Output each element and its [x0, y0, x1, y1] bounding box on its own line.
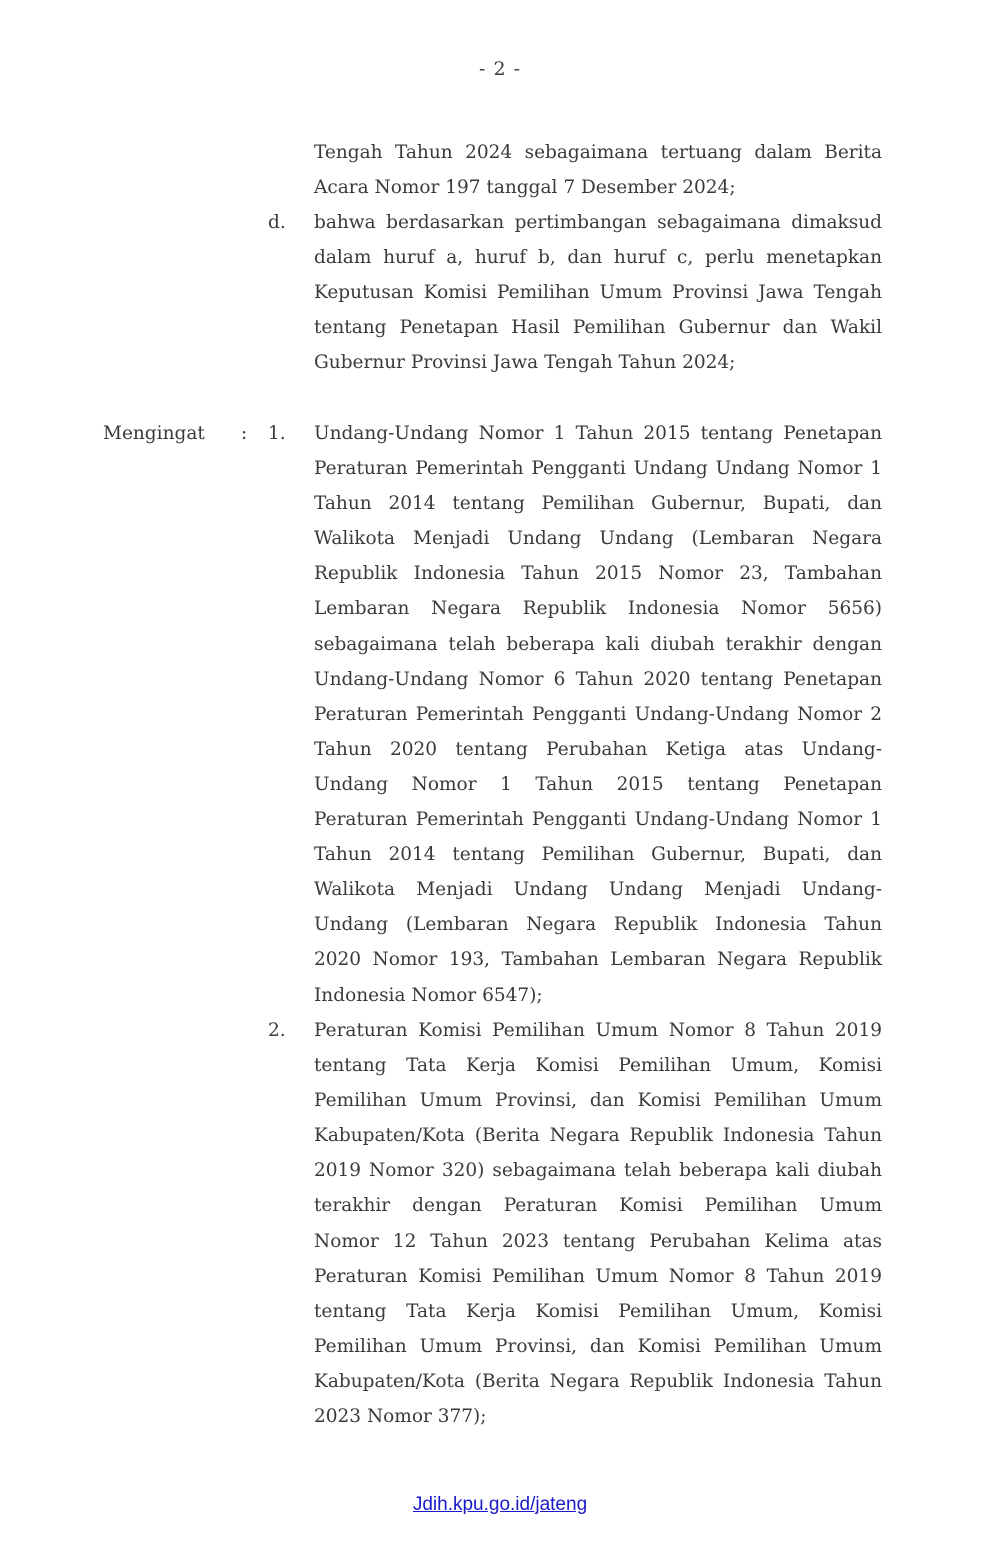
- text-line: tentang Tata Kerja Komisi Pemilihan Umum, Komisi: [314, 1300, 882, 1322]
- text-line: Walikota Menjadi Undang Undang Menjadi Undang-: [314, 879, 882, 901]
- text-line: tentang Tata Kerja Komisi Pemilihan Umum, Komisi: [314, 1055, 882, 1077]
- text-line: Peraturan Komisi Pemilihan Umum Nomor 8 Tahun 2019: [314, 1020, 882, 1041]
- list-marker-2: 2.: [268, 1020, 286, 1041]
- text-line: Acara Nomor 197 tanggal 7 Desember 2024;: [314, 177, 736, 199]
- text-line: Peraturan Komisi Pemilihan Umum Nomor 8 Tahun 2019: [314, 1265, 882, 1287]
- text-line: Republik Indonesia Tahun 2015 Nomor 23, Tambahan: [314, 563, 882, 585]
- text-line: 2023 Nomor 377);: [314, 1406, 487, 1428]
- text-line: Gubernur Provinsi Jawa Tengah Tahun 2024;: [314, 352, 736, 374]
- text-line: Pemilihan Umum Provinsi, dan Komisi Pemilihan Umum: [314, 1090, 882, 1112]
- menimbang-c-continuation: [314, 135, 882, 205]
- text-line: Undang-Undang Nomor 6 Tahun 2020 tentang Penetapan: [314, 668, 882, 690]
- section-colon: :: [241, 423, 248, 444]
- text-line: dalam huruf a, huruf b, dan huruf c, perlu menetapkan: [314, 247, 882, 269]
- page-number: - 2 -: [478, 58, 521, 80]
- text-line: Lembaran Negara Republik Indonesia Nomor 5656): [314, 598, 882, 620]
- text-line: 2019 Nomor 320) sebagaimana telah beberapa kali diubah: [314, 1160, 882, 1182]
- text-line: Indonesia Nomor 6547);: [314, 984, 543, 1006]
- text-line: tentang Penetapan Hasil Pemilihan Gubernur dan Wakil: [314, 317, 882, 339]
- text-line: Nomor 12 Tahun 2023 tentang Perubahan Kelima atas: [314, 1230, 882, 1252]
- menimbang-d-text: [314, 205, 882, 380]
- text-line: Tahun 2014 tentang Pemilihan Gubernur, Bupati, dan: [314, 493, 882, 515]
- text-line: sebagaimana telah beberapa kali diubah terakhir dengan: [314, 633, 882, 655]
- text-line: Undang Nomor 1 Tahun 2015 tentang Penetapan: [314, 773, 882, 795]
- text-line: Kabupaten/Kota (Berita Negara Republik Indonesia Tahun: [314, 1125, 882, 1147]
- text-line: terakhir dengan Peraturan Komisi Pemilihan Umum: [314, 1195, 882, 1217]
- footer-jdih-link[interactable]: Jdih.kpu.go.id/jateng: [412, 1494, 588, 1515]
- mengingat-item-2: [314, 1013, 882, 1434]
- text-line: Pemilihan Umum Provinsi, dan Komisi Pemilihan Umum: [314, 1335, 882, 1357]
- text-line: Peraturan Pemerintah Pengganti Undang-Undang Nomor 2: [314, 703, 882, 725]
- text-line: Keputusan Komisi Pemilihan Umum Provinsi Jawa Tengah: [314, 282, 882, 304]
- list-marker-1: 1.: [268, 423, 286, 444]
- mengingat-item-1: [314, 416, 882, 1013]
- text-line: Tahun 2020 tentang Perubahan Ketiga atas Undang-: [314, 738, 882, 760]
- text-line: Walikota Menjadi Undang Undang (Lembaran Negara: [314, 528, 882, 550]
- text-line: Kabupaten/Kota (Berita Negara Republik Indonesia Tahun: [314, 1370, 882, 1392]
- section-label-mengingat: Mengingat: [103, 423, 205, 444]
- text-line: Tengah Tahun 2024 sebagaimana tertuang dalam Berita: [314, 142, 882, 163]
- text-line: Undang-Undang Nomor 1 Tahun 2015 tentang Penetapan: [314, 423, 882, 444]
- text-line: Tahun 2014 tentang Pemilihan Gubernur, Bupati, dan: [314, 844, 882, 866]
- text-line: 2020 Nomor 193, Tambahan Lembaran Negara Republik: [314, 949, 882, 971]
- list-marker-d: d.: [268, 212, 286, 233]
- text-line: Peraturan Pemerintah Pengganti Undang-Undang Nomor 1: [314, 809, 882, 831]
- text-line: bahwa berdasarkan pertimbangan sebagaimana dimaksud: [314, 212, 882, 233]
- text-line: Peraturan Pemerintah Pengganti Undang Undang Nomor 1: [314, 458, 882, 480]
- text-line: Undang (Lembaran Negara Republik Indonesia Tahun: [314, 914, 882, 936]
